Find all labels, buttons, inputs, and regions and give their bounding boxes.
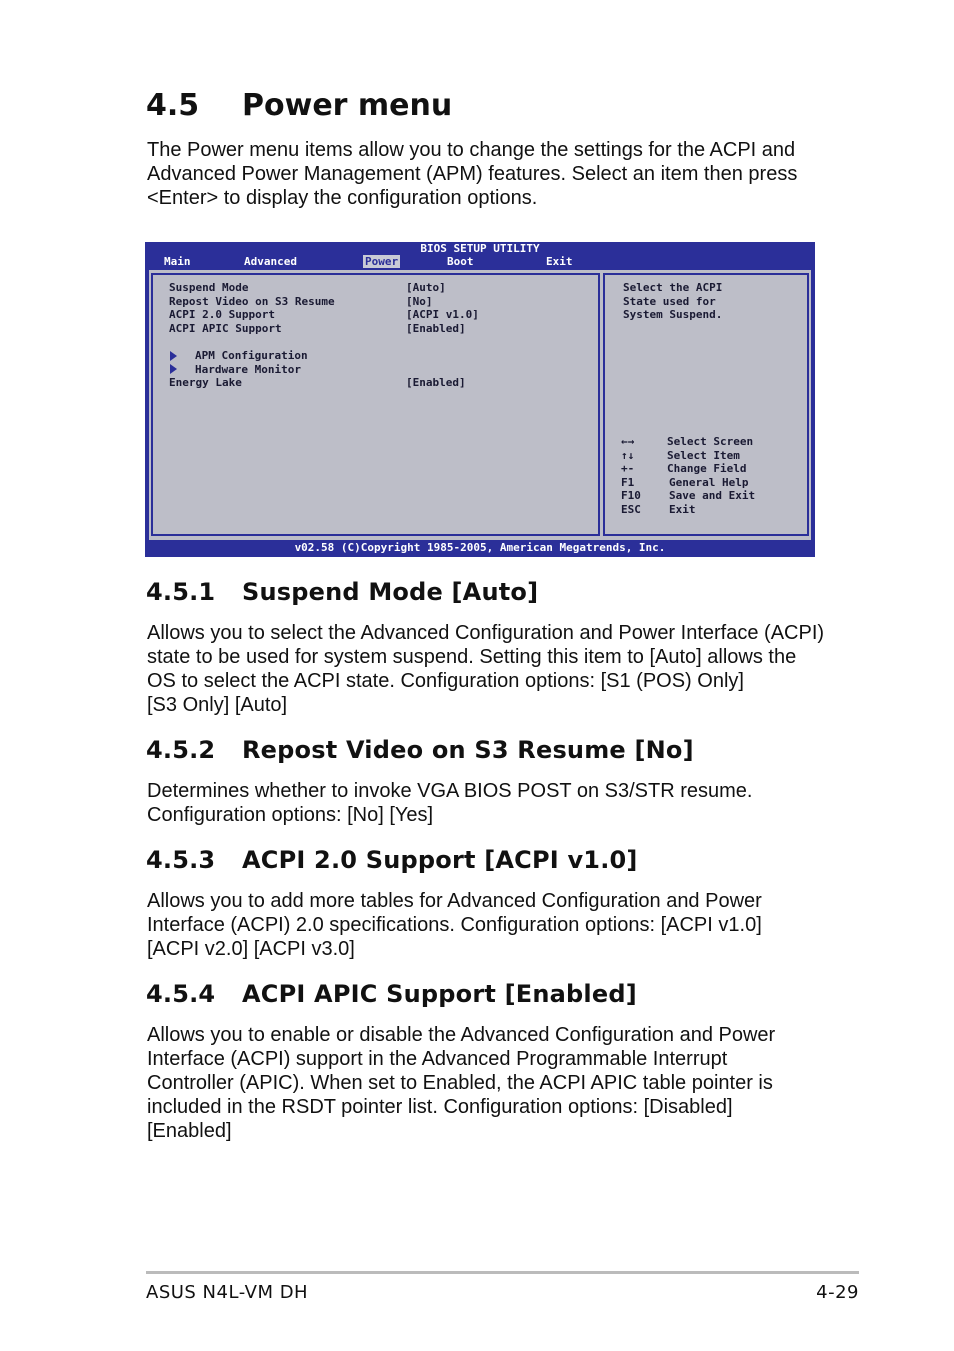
- menu-item-energy-lake[interactable]: [169, 376, 242, 390]
- item-label: ACPI APIC Support: [169, 321, 282, 335]
- help-line: Select the ACPI: [623, 281, 723, 294]
- subsection-paragraph: Allows you to add more tables for Advanced Configuration and Power Interface (ACPI) 2.0 specifications. Configuration options: [ACPI v1.0] [ACPI v2.0] [ACPI v3.0]: [147, 890, 762, 960]
- tab-power[interactable]: Power: [365, 255, 399, 268]
- section-number: 4.5: [146, 88, 200, 123]
- subsection-paragraph: Allows you to enable or disable the Advanced Configuration and Power Interface (ACPI) support in the Advanced Programmable Interrupt Controller (APIC). When set to Enabled, the ACPI APIC table pointer is included in the RSDT pointer list. Configuration options: [Disabled] [Enabled]: [147, 1024, 776, 1142]
- footer-page-number: 4-29: [816, 1282, 859, 1303]
- menu-item-suspend-mode[interactable]: [169, 281, 248, 295]
- subsection-heading: 4.5.3 ACPI 2.0 Support [ACPI v1.0]: [146, 846, 638, 874]
- value-acpi-2-support[interactable]: [ACPI v1.0]: [406, 308, 479, 321]
- value-repost-video[interactable]: [No]: [406, 294, 433, 308]
- key-row: ↑↓ Select Item: [621, 448, 740, 462]
- intro-line: Advanced Power Management (APM) features. Select an item then press: [147, 163, 798, 185]
- footer-product-name: ASUS N4L-VM DH: [146, 1282, 309, 1303]
- help-line: System Suspend.: [623, 308, 723, 321]
- tab-exit[interactable]: Exit: [546, 255, 573, 268]
- key-row: F1 General Help: [621, 475, 749, 489]
- item-label: Suspend Mode: [169, 281, 249, 294]
- key-row: ←→ Select Screen: [621, 435, 754, 448]
- item-label: Repost Video on S3 Resume: [169, 294, 335, 308]
- submenu-arrow-icon: [170, 351, 177, 361]
- submenu-apm-configuration[interactable]: APM Configuration: [195, 349, 308, 362]
- value-energy-lake[interactable]: [Enabled]: [406, 376, 466, 389]
- intro-paragraph: [147, 138, 797, 210]
- subsection-paragraph: Determines whether to invoke VGA BIOS POST on S3/STR resume. Configuration options: [No] [Yes]: [147, 780, 753, 826]
- value-suspend-mode[interactable]: [Auto]: [406, 281, 446, 294]
- page-title: [146, 86, 452, 126]
- menu-item-acpi-apic[interactable]: [169, 322, 282, 336]
- bios-tab-bar: [145, 255, 815, 268]
- subsection-heading: 4.5.1 Suspend Mode [Auto]: [146, 578, 539, 606]
- arrows-ud-icon: ↑↓: [621, 448, 635, 462]
- arrows-lr-icon: ←→: [621, 435, 635, 448]
- item-label: ACPI 2.0 Support: [169, 308, 275, 321]
- section-title: Power menu: [242, 88, 453, 123]
- key-row: ESC Exit: [621, 502, 696, 516]
- intro-line: <Enter> to display the configuration options.: [147, 187, 538, 209]
- bios-copyright: v02.58 (C)Copyright 1985-2005, American Megatrends, Inc.: [294, 541, 666, 554]
- key-legend: [621, 435, 755, 516]
- help-line: State used for: [623, 294, 716, 308]
- bios-title: BIOS SETUP UTILITY: [420, 242, 540, 255]
- value-acpi-apic[interactable]: [Enabled]: [406, 321, 466, 335]
- subsection-paragraph: Allows you to select the Advanced Configuration and Power Interface (ACPI) state to be used for system suspend. Setting this item to [Auto] allows the OS to select the ACPI state. Configuration options: [S1 (POS) Only] [S3 Only] [Auto]: [147, 622, 825, 716]
- key-row: F10 Save and Exit: [621, 489, 756, 502]
- intro-line: The Power menu items allow you to change the settings for the ACPI and: [147, 139, 796, 161]
- key-row: +- Change Field: [621, 462, 747, 475]
- help-text: [623, 281, 722, 322]
- submenu-hardware-monitor[interactable]: Hardware Monitor: [195, 362, 301, 376]
- subsection-heading: 4.5.2 Repost Video on S3 Resume [No]: [146, 736, 694, 764]
- item-label: Energy Lake: [169, 376, 242, 389]
- bios-screen: [145, 242, 815, 557]
- menu-item-acpi-2-support[interactable]: [169, 308, 275, 322]
- menu-item-repost-video[interactable]: [169, 295, 335, 309]
- submenu-arrow-icon: [170, 364, 177, 374]
- subsection-heading: 4.5.4 ACPI APIC Support [Enabled]: [146, 980, 637, 1008]
- plus-minus-icon: +-: [621, 462, 635, 475]
- footer-divider: [146, 1271, 859, 1274]
- tab-advanced[interactable]: Advanced: [244, 255, 297, 268]
- tab-main[interactable]: Main: [164, 255, 191, 268]
- tab-boot[interactable]: Boot: [447, 255, 474, 268]
